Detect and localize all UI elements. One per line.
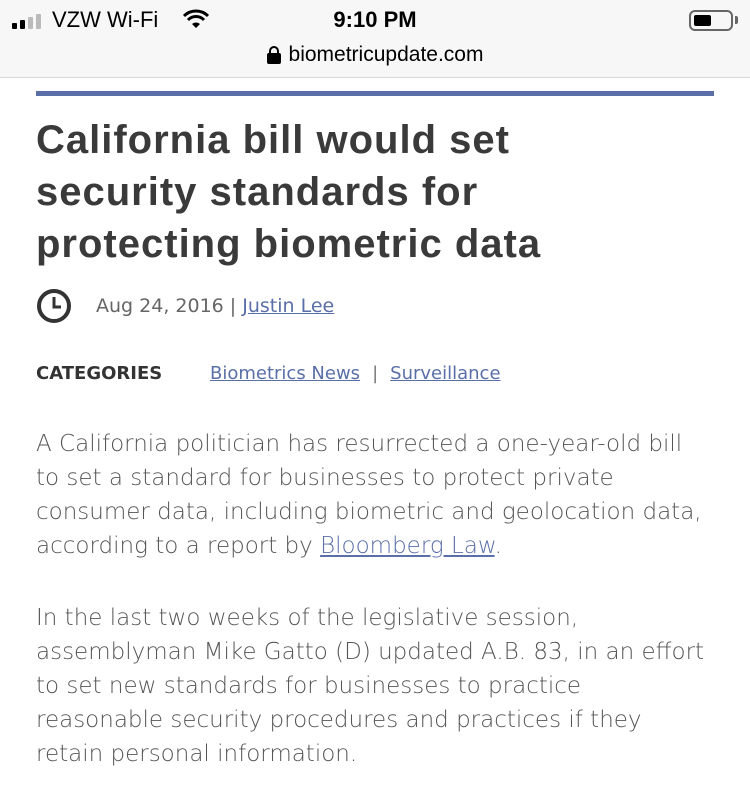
categories-label: CATEGORIES bbox=[36, 362, 163, 384]
paragraph-line: reasonable security procedures and practices if they bbox=[36, 707, 642, 733]
article-paragraph-1 bbox=[36, 427, 726, 563]
paragraph-line: retain personal information. bbox=[36, 741, 358, 767]
author-link[interactable]: Justin Lee bbox=[242, 295, 335, 317]
paragraph-line: assemblyman Mike Gatto (D) updated A.B. 83, in an effort bbox=[36, 639, 705, 665]
clock-time: 9:10 PM bbox=[333, 7, 417, 32]
category-separator: | bbox=[372, 362, 379, 384]
category-link-surveillance[interactable]: Surveillance bbox=[390, 362, 501, 384]
paragraph-line-text: according to a report by bbox=[36, 533, 321, 559]
article-headline bbox=[36, 114, 726, 270]
paragraph-line: to set new standards for businesses to practice bbox=[36, 673, 582, 699]
paragraph-end: . bbox=[494, 533, 502, 559]
status-bar bbox=[0, 0, 750, 40]
paragraph-line: consumer data, including biometric and geolocation data, bbox=[36, 499, 702, 525]
address-bar[interactable] bbox=[0, 40, 750, 78]
headline-line: protecting biometric data bbox=[36, 222, 542, 266]
publish-date: Aug 24, 2016 bbox=[96, 295, 224, 317]
carrier-label: VZW Wi-Fi bbox=[52, 7, 159, 32]
headline-line: security standards for bbox=[36, 170, 479, 214]
paragraph-line: A California politician has resurrected a one-year-old bill bbox=[36, 431, 683, 457]
battery-tip bbox=[735, 16, 738, 24]
lock-icon bbox=[267, 46, 281, 64]
paragraph-line bbox=[36, 529, 726, 563]
clock-icon bbox=[36, 288, 72, 324]
bloomberg-law-link[interactable]: Bloomberg Law bbox=[320, 533, 495, 559]
paragraph-line: to set a standard for businesses to protect private bbox=[36, 465, 614, 491]
meta-separator: | bbox=[229, 295, 237, 317]
article-meta bbox=[36, 288, 334, 324]
article-paragraph-2 bbox=[36, 601, 726, 771]
url-text[interactable]: biometricupdate.com bbox=[288, 43, 484, 66]
category-link-biometrics-news[interactable]: Biometrics News bbox=[210, 362, 361, 384]
header-rule bbox=[36, 91, 714, 96]
battery-icon bbox=[689, 10, 733, 31]
paragraph-line: In the last two weeks of the legislative session, bbox=[36, 605, 579, 631]
categories-row bbox=[36, 360, 501, 386]
headline-line: California bill would set bbox=[36, 118, 510, 162]
